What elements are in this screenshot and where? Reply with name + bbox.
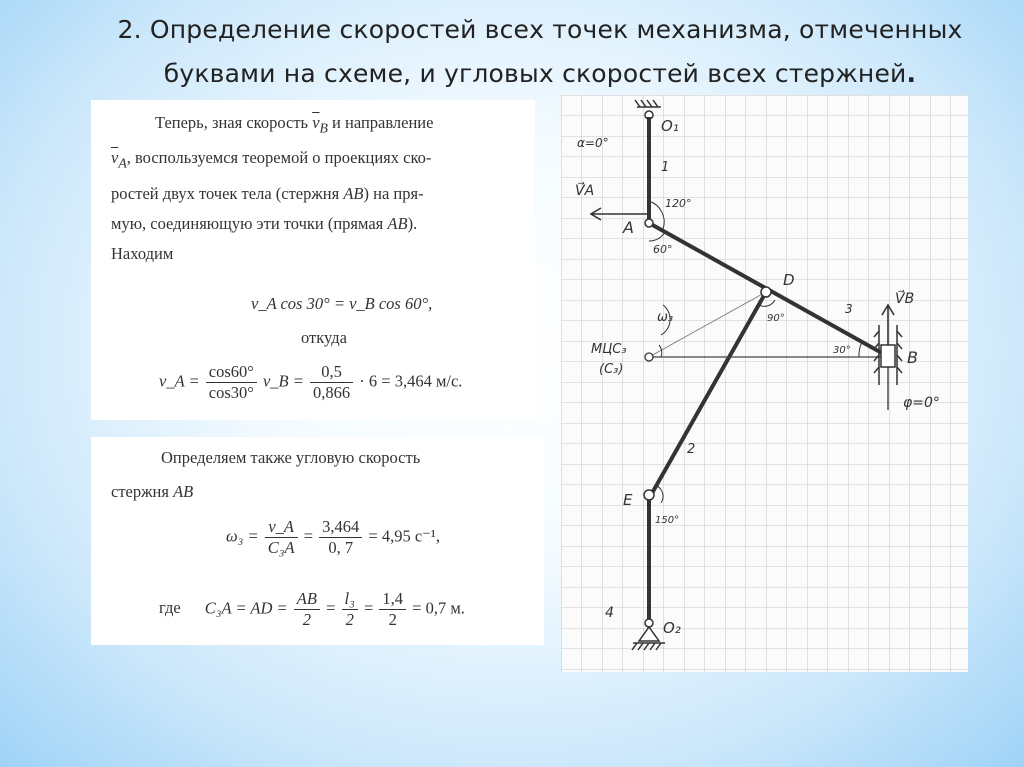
text: , воспользуемся теоремой о проекциях ско-	[126, 148, 432, 168]
text: · 6 = 3,464 м/с.	[359, 371, 463, 391]
title-line-1: 2. Определение скоростей всех точек механизма, отмеченных	[117, 15, 963, 44]
text: =	[303, 526, 314, 546]
numerator: 3,464	[319, 517, 362, 538]
joint-e	[644, 490, 654, 500]
numerator: 0,5	[310, 362, 353, 383]
label-90: 90°	[767, 313, 785, 324]
label-120: 120°	[665, 197, 692, 210]
panel1-line4	[111, 209, 525, 239]
panel2-line2	[111, 477, 193, 507]
equation-projection: v_A cos 30° = v_B cos 60°,	[251, 294, 433, 313]
fraction	[342, 589, 358, 630]
fraction	[310, 362, 353, 403]
title-line-2-text: буквами на схеме, и угловых скоростей всех стержней	[163, 59, 907, 88]
label-rod-3: 3	[845, 302, 853, 316]
vector-vb: $\overline{v}$	[312, 113, 320, 132]
label-mcs: МЦС₃	[591, 342, 627, 357]
rod-ab: AB	[173, 482, 194, 501]
numerator: l₃	[342, 589, 358, 610]
text: = 4,95 с⁻¹,	[368, 526, 440, 546]
numerator: AB	[294, 589, 320, 610]
text: ростей двух точек тела (стержня	[111, 183, 340, 203]
label-vb: V⃗B	[895, 291, 915, 307]
mechanism-diagram	[561, 95, 968, 672]
velocity-text-panel	[91, 100, 535, 420]
numerator: 1,4	[379, 589, 406, 610]
denominator: C₃A	[267, 538, 295, 557]
fraction	[206, 362, 257, 403]
graph-paper-grid	[561, 95, 968, 672]
panel2-line1: Определяем также угловую скорость	[161, 448, 421, 467]
panel1-line2	[111, 143, 525, 178]
where-label: где	[159, 598, 181, 618]
text: мую, соединяющую эти точки (прямая	[111, 213, 384, 233]
title-line-2	[70, 52, 1010, 96]
vector-va: $\overline{v}$	[111, 148, 119, 168]
label-150: 150°	[655, 515, 680, 526]
label-omega3: ω₃	[657, 310, 674, 325]
label-e: E	[623, 491, 633, 509]
mechanism-svg	[561, 95, 968, 672]
text: ).	[407, 213, 418, 233]
whence-label: откуда	[301, 328, 347, 347]
denominator: 2	[388, 610, 397, 629]
joint-d	[761, 287, 771, 297]
label-va: V⃗A	[575, 183, 595, 199]
label-o2: O₂	[663, 619, 681, 637]
fraction	[265, 517, 298, 558]
panel1-line1	[111, 108, 525, 143]
equation-c3a: где C₃A = AD = $\frac{AB}{2}$ = $\frac{\text{l₃}}{2}$ = $\frac{1,4}{2}$ = 0,7 м.	[159, 589, 465, 629]
denominator: 2	[302, 610, 311, 629]
denominator: 2	[345, 610, 354, 629]
label-alpha: α=0°	[577, 136, 609, 150]
label-30: 30°	[833, 345, 851, 356]
panel1-finding: Находим	[111, 243, 174, 263]
text: стержня	[111, 482, 169, 501]
angular-velocity-panel	[91, 437, 544, 645]
label-phi: φ=0°	[903, 395, 940, 411]
text: = 0,7 м.	[412, 598, 465, 618]
panel1-line3	[111, 179, 525, 209]
joint-a	[645, 219, 653, 227]
text: ω₃ =	[226, 526, 259, 546]
text: v_B =	[262, 371, 304, 391]
denominator: 0, 7	[328, 538, 354, 557]
rod-ab: AB	[387, 213, 408, 233]
denominator: cos30°	[208, 383, 254, 402]
label-d: D	[783, 271, 795, 289]
sub: A	[118, 155, 127, 171]
text: Теперь, зная скорость	[155, 113, 309, 132]
text: C₃A = AD =	[204, 598, 288, 618]
title-dot: .	[906, 59, 917, 88]
label-60: 60°	[653, 243, 673, 256]
label-a: A	[623, 218, 634, 237]
denominator: 0,866	[313, 383, 351, 402]
rod-ab: AB	[343, 183, 364, 203]
text: и направление	[332, 113, 434, 132]
text: v_A =	[159, 371, 200, 391]
slide-title	[70, 8, 1010, 96]
fraction	[294, 589, 320, 630]
label-b: B	[907, 348, 918, 367]
label-rod-2: 2	[687, 442, 696, 457]
panel1-paragraph	[111, 108, 525, 269]
label-o1: O₁	[661, 117, 679, 135]
numerator: v_A	[265, 517, 298, 538]
text: ) на пря-	[363, 183, 424, 203]
label-rod-4: 4	[605, 605, 614, 621]
fraction	[319, 517, 362, 558]
sub: B	[319, 120, 328, 136]
fraction	[379, 589, 406, 630]
equation-omega3	[226, 517, 440, 558]
label-rod-1: 1	[661, 160, 670, 175]
numerator: cos60°	[206, 362, 257, 383]
point-c3	[645, 353, 653, 361]
equation-va	[159, 362, 462, 403]
label-c3: (C₃)	[599, 362, 624, 377]
